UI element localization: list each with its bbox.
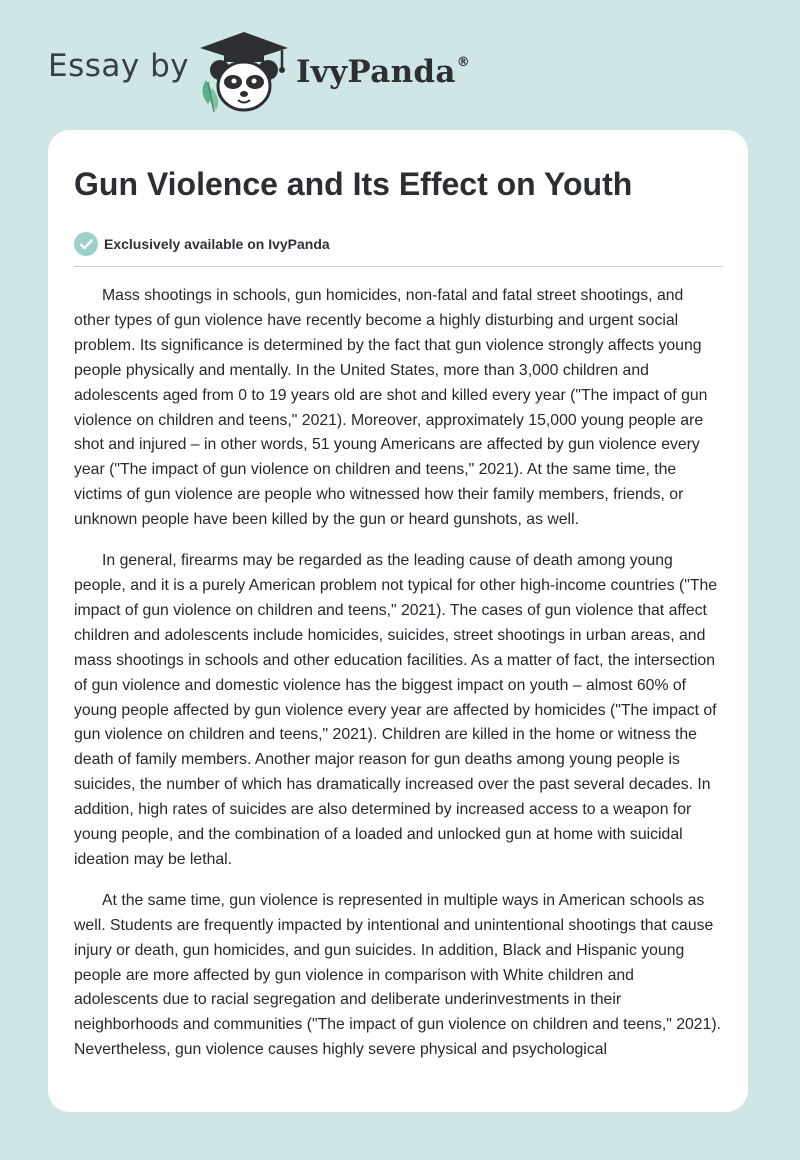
check-circle-icon: [74, 232, 98, 256]
brand-text: IvyPanda: [296, 54, 456, 90]
brand-name[interactable]: [296, 54, 470, 90]
site-header: [0, 0, 800, 120]
exclusive-badge: [74, 230, 722, 258]
divider: [74, 266, 723, 267]
page-title: Gun Violence and Its Effect on Youth: [74, 166, 633, 202]
registered-mark: ®: [456, 55, 471, 70]
exclusive-badge-text: Exclusively available on IvyPanda: [104, 236, 330, 252]
paragraph: Mass shootings in schools, gun homicides, non-fatal and fatal street shootings, and other types of gun violence have recently become a highly disturbing and urgent social problem. Its significance is determined by the fact that gun violence strongly affects young people physically and mentally. In the United States, more than 3,000 children and adolescents aged from 0 to 19 years old are shot and killed every year ("The impact of gun violence on children and teens," 2021). Moreover, approximately 15,000 young people are shot and injured – in other words, 51 young Americans are affected by gun violence every year ("The impact of gun violence on children and teens," 2021). At the same time, the victims of gun violence are people who witnessed how their family members, friends, or unknown people have been killed by the gun or heard gunshots, as well.: [74, 287, 708, 529]
paragraph: In general, firearms may be regarded as the leading cause of death among young people, and it is a purely American problem not typical for other high-income countries ("The impact of gun violence on children and teens," 2021). The cases of gun violence that affect children and adolescents include homicides, suicides, street shootings in urban areas, and mass shootings in schools and other education facilities. As a matter of fact, the intersection of gun violence and domestic violence has the biggest impact on youth – almost 60% of young people affected by gun violence every year are affected by homicides ("The impact of gun violence on children and teens," 2021). Children are killed in the home or witness the death of family members. Another major reason for gun deaths among young people is suicides, the number of which has dramatically increased over the past several decades. In addition, high rates of suicides are also determined by increased access to a weapon for young people, and the combination of a loaded and unlocked gun at home with suicidal ideation may be lethal.: [74, 552, 718, 868]
panda-graduate-logo-icon[interactable]: [196, 30, 292, 114]
essay-body: [74, 284, 722, 1063]
essay-by-label: Essay by: [48, 48, 190, 84]
essay-card: [48, 130, 748, 1112]
paragraph: At the same time, gun violence is represented in multiple ways in American schools as well. Students are frequently impacted by intentional and unintentional shootings that cause injury or death, gun homicides, and gun suicides. In addition, Black and Hispanic young people are more affected by gun violence in comparison with White children and adolescents due to racial segregation and deliberate underinvestments in their neighborhoods and communities ("The impact of gun violence on children and teens," 2021). Nevertheless, gun violence causes highly severe physical and psychological: [74, 891, 721, 1059]
